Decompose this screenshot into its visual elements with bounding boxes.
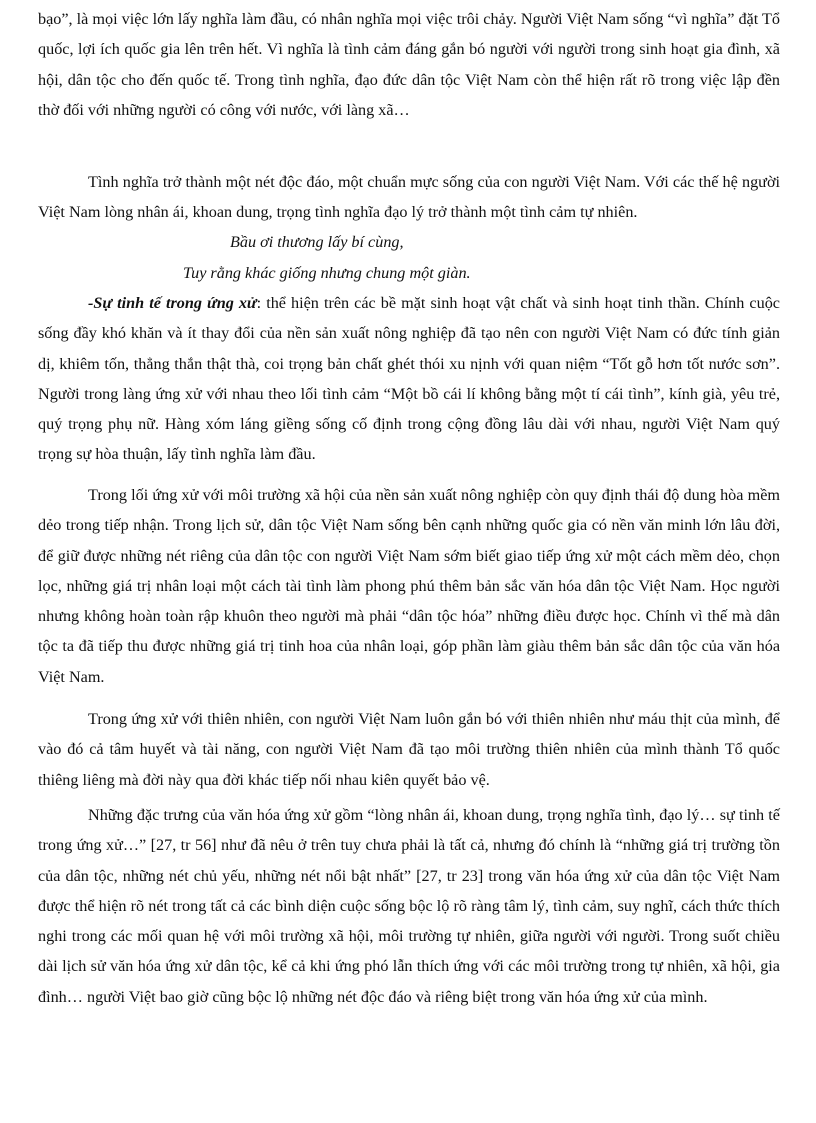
verse-line-2: Tuy rằng khác giống nhưng chung một giàn. — [183, 264, 471, 282]
paragraph-5: Trong ứng xử với thiên nhiên, con người Việt Nam luôn gắn bó với thiên nhiên như máu thịt của mình, để vào đó cả tâm huyết và tài năng, con người Việt Nam đã tạo môi trường thiên nhiên của mình thành Tổ quốc thiêng liêng mà đời này qua đời khác tiếp nối nhau kiên quyết bảo vệ. — [38, 710, 780, 789]
paragraph-1: bạo”, là mọi việc lớn lấy nghĩa làm đầu, có nhân nghĩa mọi việc trôi chảy. Người Việt Nam sống “vì nghĩa” đặt Tổ quốc, lợi ích quốc gia lên trên hết. Vì nghĩa là tình cảm đáng gắn bó người với người trong sinh hoạt gia đình, xã hội, dân tộc cho đến quốc tế. Trong tình nghĩa, đạo đức dân tộc Việt Nam còn thể hiện rất rõ trong việc lập đền thờ đối với những người có công với nước, với làng xã… — [38, 10, 780, 119]
verse-line-1: Bầu ơi thương lấy bí cùng, — [230, 233, 404, 251]
paragraph-3 — [38, 288, 780, 470]
paragraph-2: Tình nghĩa trở thành một nét độc đáo, một chuẩn mực sống của con người Việt Nam. Với các thế hệ người Việt Nam lòng nhân ái, khoan dung, trọng tình nghĩa đạo lý trở thành một tình cảm tự nhiên. — [38, 173, 780, 222]
section-heading-subtlety: -Sự tinh tế trong ứng xử — [88, 294, 257, 312]
paragraph-3-body: : thể hiện trên các bề mặt sinh hoạt vật chất và sinh hoạt tinh thần. Chính cuộc sống đầy khó khăn và ít thay đổi của nền sản xuất nông nghiệp đã tạo nên con người Việt Nam có đức tính giản dị, khiêm tốn, thẳng thắn thật thà, coi trọng bản chất ghét thói xu nịnh với quan niệm “Tốt gỗ hơn tốt nước sơn”. Người trong làng ứng xử với nhau theo lối tình cảm “Một bồ cái lí không bằng một tí cái tình”, kính già, yêu trẻ, quý trọng phụ nữ. Hàng xóm láng giềng sống cố định trong cộng đồng lâu dài với nhau, người Việt Nam quý trọng sự hòa thuận, lấy tình nghĩa làm đầu. — [38, 294, 780, 464]
paragraph-6: Những đặc trưng của văn hóa ứng xử gồm “lòng nhân ái, khoan dung, trọng nghĩa tình, đạo lý… sự tinh tế trong ứng xử…” [27, tr 56] như đã nêu ở trên tuy chưa phải là tất cả, nhưng đó chính là “những giá trị trường tồn của dân tộc, những nét chủ yếu, những nét nổi bật nhất” [27, tr 23] trong văn hóa ứng xử của dân tộc Việt Nam được thể hiện rõ nét trong tất cả các bình diện cuộc sống bộc lộ rõ ràng tâm lý, tình cảm, suy nghĩ, cách thức thích nghi trong các mối quan hệ với môi trường xã hội, môi trường tự nhiên, giữa người với người. Trong suốt chiều dài lịch sử văn hóa ứng xử dân tộc, kể cả khi ứng phó lẫn thích ứng với các môi trường trong tự nhiên, xã hội, gia đình… người Việt bao giờ cũng bộc lộ những nét độc đáo và riêng biệt trong văn hóa ứng xử của mình. — [38, 806, 780, 1006]
paragraph-4: Trong lối ứng xử với môi trường xã hội của nền sản xuất nông nghiệp còn quy định thái độ dung hòa mềm dẻo trong tiếp nhận. Trong lịch sử, dân tộc Việt Nam sống bên cạnh những quốc gia có nền văn minh lớn lâu đời, để giữ được những nét riêng của dân tộc con người Việt Nam sớm biết giao tiếp ứng xử một cách mềm dẻo, chọn lọc, những giá trị nhân loại một cách tài tình làm phong phú thêm bản sắc văn hóa dân tộc Việt Nam. Học người nhưng không hoàn toàn rập khuôn theo người mà phải “dân tộc hóa” những điều được học. Chính vì thế mà dân tộc ta đã tiếp thu được những giá trị tinh hoa của nhân loại, góp phần làm giàu thêm bản sắc dân tộc của văn hóa Việt Nam. — [38, 486, 780, 686]
